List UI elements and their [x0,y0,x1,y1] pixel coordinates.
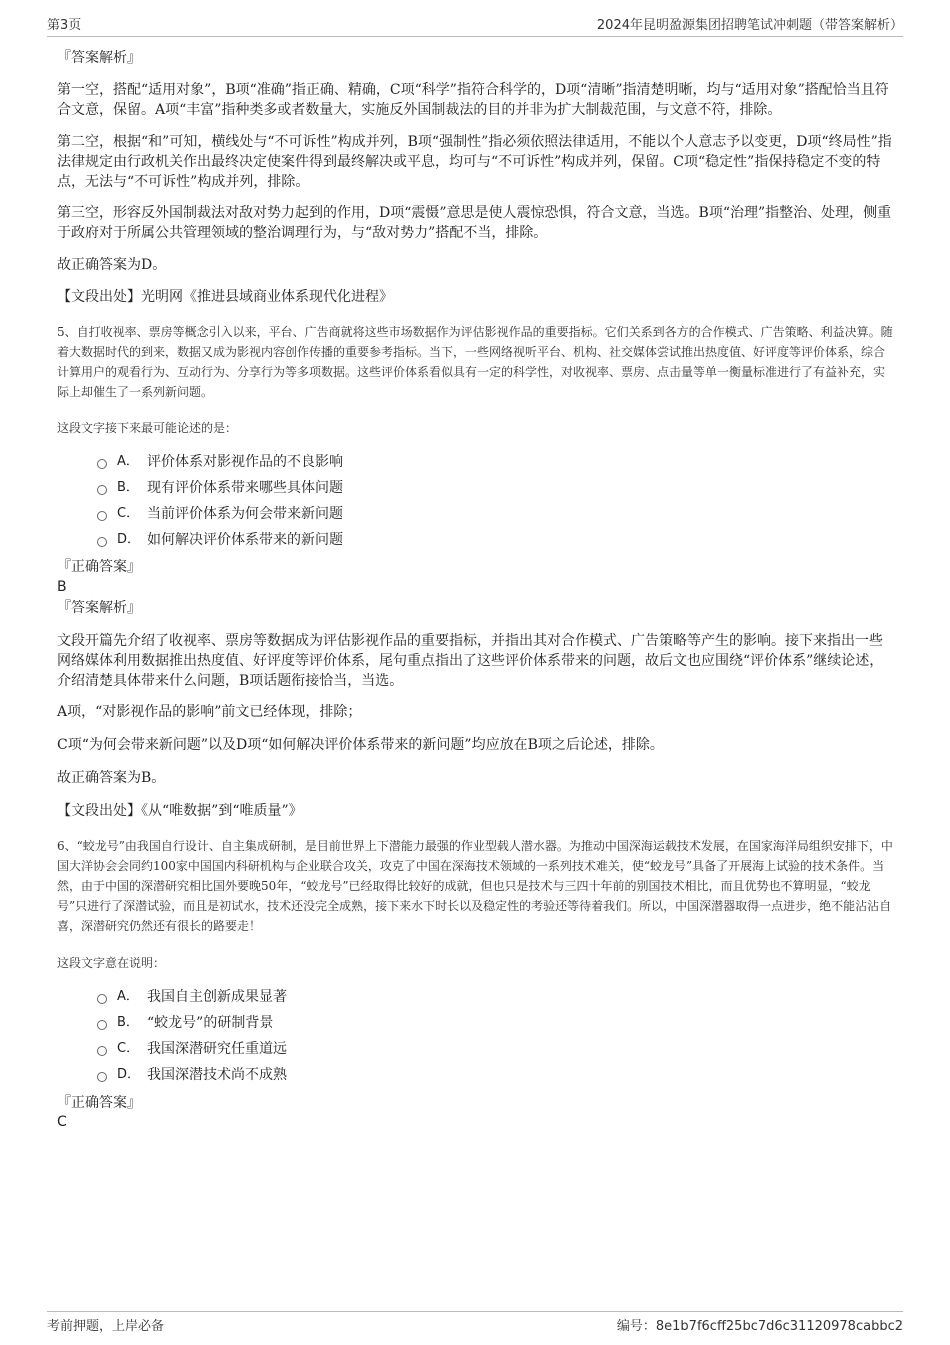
q5-prompt: 这段文字接下来最可能论述的是： [57,421,238,435]
q6-prompt: 这段文字意在说明： [57,956,166,970]
page-header [47,14,903,37]
q4-analysis-paragraph-3: 第三空，形容反外国制裁法对敌对势力起到的作用，D项“震慑”意思是使人震惊恐惧，符合文意，当选。B项“治理”指整治、处理，侧重于政府对于所属公共管理领域的整治调理行为，与“敌对势力”搭配不当，排除。 [57,205,892,241]
q5-option-d[interactable]: D． 如何解决评价体系带来的新问题 [97,530,343,550]
q6-option-d[interactable]: D． 我国深潜技术尚不成熟 [97,1065,287,1085]
page-number: 第3页 [47,18,82,33]
q5-stem: 5、自打收视率、票房等概念引入以来，平台、广告商就将这些市场数据作为评估影视作品的重要指标。它们关系到各方的合作模式、广告策略、利益决算。随着大数据时代的到来，数据又成为影视内容创作传播的重要参考指标。当下，一些网络视听平台、机构、社交媒体尝试推出热度值、好评度等评价体系，综合计算用户的观看行为、互动行为、分享行为等多项数据。这些评价体系看似具有一定的科学性，对收视率、票房、点击量等单一衡量标准进行了有益补充，实际上却催生了一系列新问题。 [57,325,893,399]
q5-analysis-paragraph-2: A项，“对影视作品的影响”前文已经体现，排除； [57,704,362,720]
radio-icon[interactable] [97,994,107,1004]
q5-analysis-paragraph-1: 文段开篇先介绍了收视率、票房等数据成为评估影视作品的重要指标，并指出其对合作模式、广告策略等产生的影响。接下来指出一些网络媒体利用数据推出热度值、好评度等评价体系，尾句重点指出了这些评价体系带来的问题，故后文也应围绕“评价体系”继续论述，介绍清楚具体带来什么问题，B项话题衔接恰当，当选。 [57,633,884,689]
q5-correct-answer: B [57,579,67,595]
q5-option-c[interactable]: C． 当前评价体系为何会带来新问题 [97,504,343,524]
q6-stem: 6、“蛟龙号”由我国自行设计、自主集成研制，是目前世界上下潜能力最强的作业型载人潜水器。为推动中国深海运载技术发展，在国家海洋局组织安排下，中国大洋协会会同约100家中国国内科研机构与企业联合攻关，攻克了中国在深海技术领域的一系列技术难关，使“蛟龙号”具备了开展海上试验的技术条件。当然，由于中国的深潜研究相比国外要晚50年，“蛟龙号”已经取得比较好的成就，但也只是技术与三四十年前的别国技术相比，而且优势也不算明显，“蛟龙号”只进行了深潜试验，而且是初试水，技术还没完全成熟，接下来水下时长以及稳定性的考验还等待着我们。所以，中国深潜器取得一点进步，绝不能沾沾自喜，深潜研究仍然还有很长的路要走！ [57,839,893,933]
q6-option-a[interactable]: A． 我国自主创新成果显著 [97,987,287,1007]
radio-icon[interactable] [97,1072,107,1082]
q5-conclusion: 故正确答案为B。 [57,770,166,786]
footer-slogan: 考前押题，上岸必备 [47,1319,165,1334]
q4-conclusion: 故正确答案为D。 [57,257,167,273]
q6-option-c[interactable]: C． 我国深潜研究任重道远 [97,1039,287,1059]
q5-source: 【文段出处】《从“唯数据”到“唯质量”》 [57,803,303,819]
q5-option-b[interactable]: B． 现有评价体系带来哪些具体问题 [97,478,343,498]
q6-correct-answer: C [57,1114,67,1130]
radio-icon[interactable] [97,459,107,469]
page-footer [47,1311,903,1334]
q4-analysis-paragraph-1: 第一空，搭配“适用对象”，B项“准确”指正确、精确，C项“科学”指符合科学的，D项“清晰”指清楚明晰，均与“适用对象”搭配恰当且符合文意，保留。A项“丰富”指种类多或者数量大，实施反外国制裁法的目的并非为扩大制裁范围，与文意不符，排除。 [57,82,889,118]
radio-icon[interactable] [97,485,107,495]
radio-icon[interactable] [97,1046,107,1056]
q5-correct-label: 『正确答案』 [57,559,141,575]
q5-analysis-label: 『答案解析』 [57,600,141,616]
q4-source: 【文段出处】光明网《推进县域商业体系现代化进程》 [57,289,393,305]
q6-option-b[interactable]: B． “蛟龙号”的研制背景 [97,1013,273,1033]
radio-icon[interactable] [97,511,107,521]
radio-icon[interactable] [97,1020,107,1030]
q5-analysis-paragraph-3: C项“为何会带来新问题”以及D项“如何解决评价体系带来的新问题”均应放在B项之后论述，排除。 [57,737,664,753]
radio-icon[interactable] [97,537,107,547]
q5-option-a[interactable]: A． 评价体系对影视作品的不良影响 [97,452,343,472]
q4-analysis-label: 『答案解析』 [57,50,141,66]
q6-correct-label: 『正确答案』 [57,1095,141,1111]
q4-analysis-paragraph-2: 第二空，根据“和”可知，横线处与“不可诉性”构成并列，B项“强制性”指必须依照法律适用，不能以个人意志予以变更，D项“终局性”指法律规定由行政机关作出最终决定使案件得到最终解决或平息，均可与“不可诉性”构成并列，保留。C项“稳定性”指保持稳定不变的特点，无法与“不可诉性”构成并列，排除。 [57,134,892,190]
document-title: 2024年昆明盈源集团招聘笔试冲刺题（带答案解析） [596,18,903,33]
document-id: 编号：8e1b7f6cff25bc7d6c31120978cabbc2 [616,1319,903,1334]
